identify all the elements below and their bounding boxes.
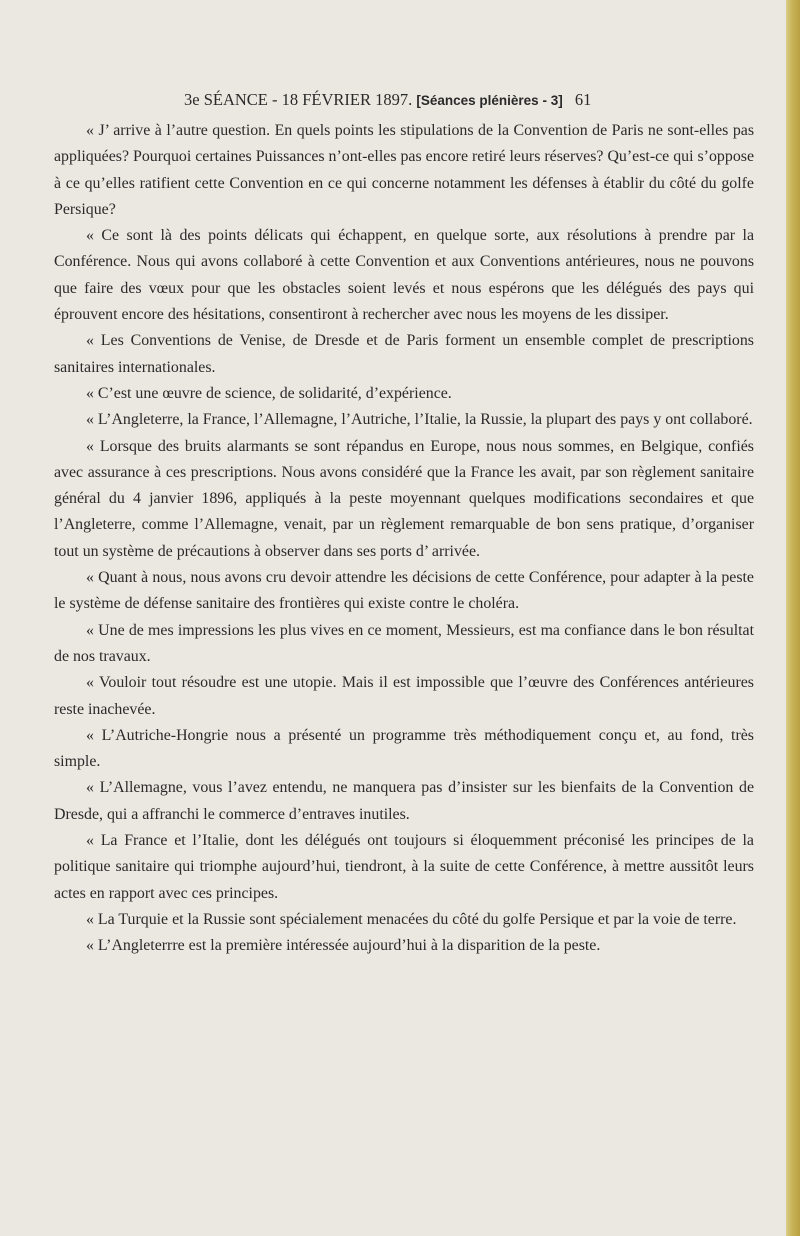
paragraph: « L’Allemagne, vous l’avez entendu, ne manquera pas d’insister sur les bienfaits de la Convention de Dresde, qui a affranchi le commerce d’entraves inutiles. — [54, 779, 754, 823]
paragraph: « Lorsque des bruits alarmants se sont répandus en Europe, nous nous sommes, en Belgique, confiés avec assurance à ces prescriptions. Nous avons considéré que la France les avait, par son règlement sanitaire général du 4 janvier 1896, appliqués à la peste moyennant quelques modifications secondaires et que l’Angleterre, comme l’Allemagne, venait, par un règlement remarquable de bon sens pratique, d’organiser tout un système de précautions à observer dans ses ports d’ arrivée. — [54, 437, 754, 560]
paragraph: « L’Angleterrre est la première intéressée aujourd’hui à la disparition de la peste. — [86, 937, 601, 955]
paragraph: « Les Conventions de Venise, de Dresde et de Paris forment un ensemble complet de prescriptions sanitaires internationales. — [54, 332, 754, 376]
paragraph: « Vouloir tout résoudre est une utopie. Mais il est impossible que l’œuvre des Conférences antérieures reste inachevée. — [54, 674, 754, 718]
paragraph: « L’Angleterre, la France, l’Allemagne, l’Autriche, l’Italie, la Russie, la plupart des pays y ont collaboré. — [86, 411, 753, 429]
running-header — [184, 90, 604, 114]
paragraph: « La Turquie et la Russie sont spécialement menacées du côté du golfe Persique et par la voie de terre. — [86, 910, 737, 928]
body-text — [54, 118, 754, 960]
paragraph: « C’est une œuvre de science, de solidarité, d’expérience. — [86, 384, 452, 402]
paragraph: « Une de mes impressions les plus vives en ce moment, Messieurs, est ma confiance dans le bon résultat de nos travaux. — [54, 621, 754, 665]
paragraph: « L’Autriche-Hongrie nous a présenté un programme très méthodiquement conçu et, au fond, très simple. — [54, 726, 754, 771]
paragraph: « J’ arrive à l’autre question. En quels points les stipulations de la Convention de Paris ne sont-elles pas appliquées? Pourquoi certaines Puissances n’ont-elles pas encore retiré leurs réserves? Qu’est-ce qui s’oppose à ce qu’elles ratifient cette Convention en ce qui concerne notamment les défenses à établir du côté du golfe Persique? — [54, 122, 754, 218]
section-label: [Séances plénières - 3] — [416, 93, 563, 108]
page-number: 61 — [574, 90, 592, 109]
paragraph: « La France et l’Italie, dont les délégués ont toujours si éloquemment préconisé les principes de la politique sanitaire qui triomphe aujourd’hui, tiendront, à la suite de cette Conférence, à mettre aussitôt leurs actes en rapport avec ces principes. — [54, 832, 754, 902]
session-title: 3e SÉANCE - 18 FÉVRIER 1897. — [184, 90, 413, 109]
paragraph: « Ce sont là des points délicats qui échappent, en quelque sorte, aux résolutions à prendre par la Conférence. Nous qui avons collaboré à cette Convention et aux Conventions antérieures, nous ne pouvons que faire des vœux pour que les obstacles soient levés et nous espérons que les délégués des pays qui éprouvent encore des hésitations, consentiront à rechercher avec nous les moyens de les dissiper. — [54, 227, 754, 324]
paragraph: « Quant à nous, nous avons cru devoir attendre les décisions de cette Conférence, pour adapter à la peste le système de défense sanitaire des frontières qui existe contre le choléra. — [54, 569, 754, 613]
page-edge — [786, 0, 800, 1236]
